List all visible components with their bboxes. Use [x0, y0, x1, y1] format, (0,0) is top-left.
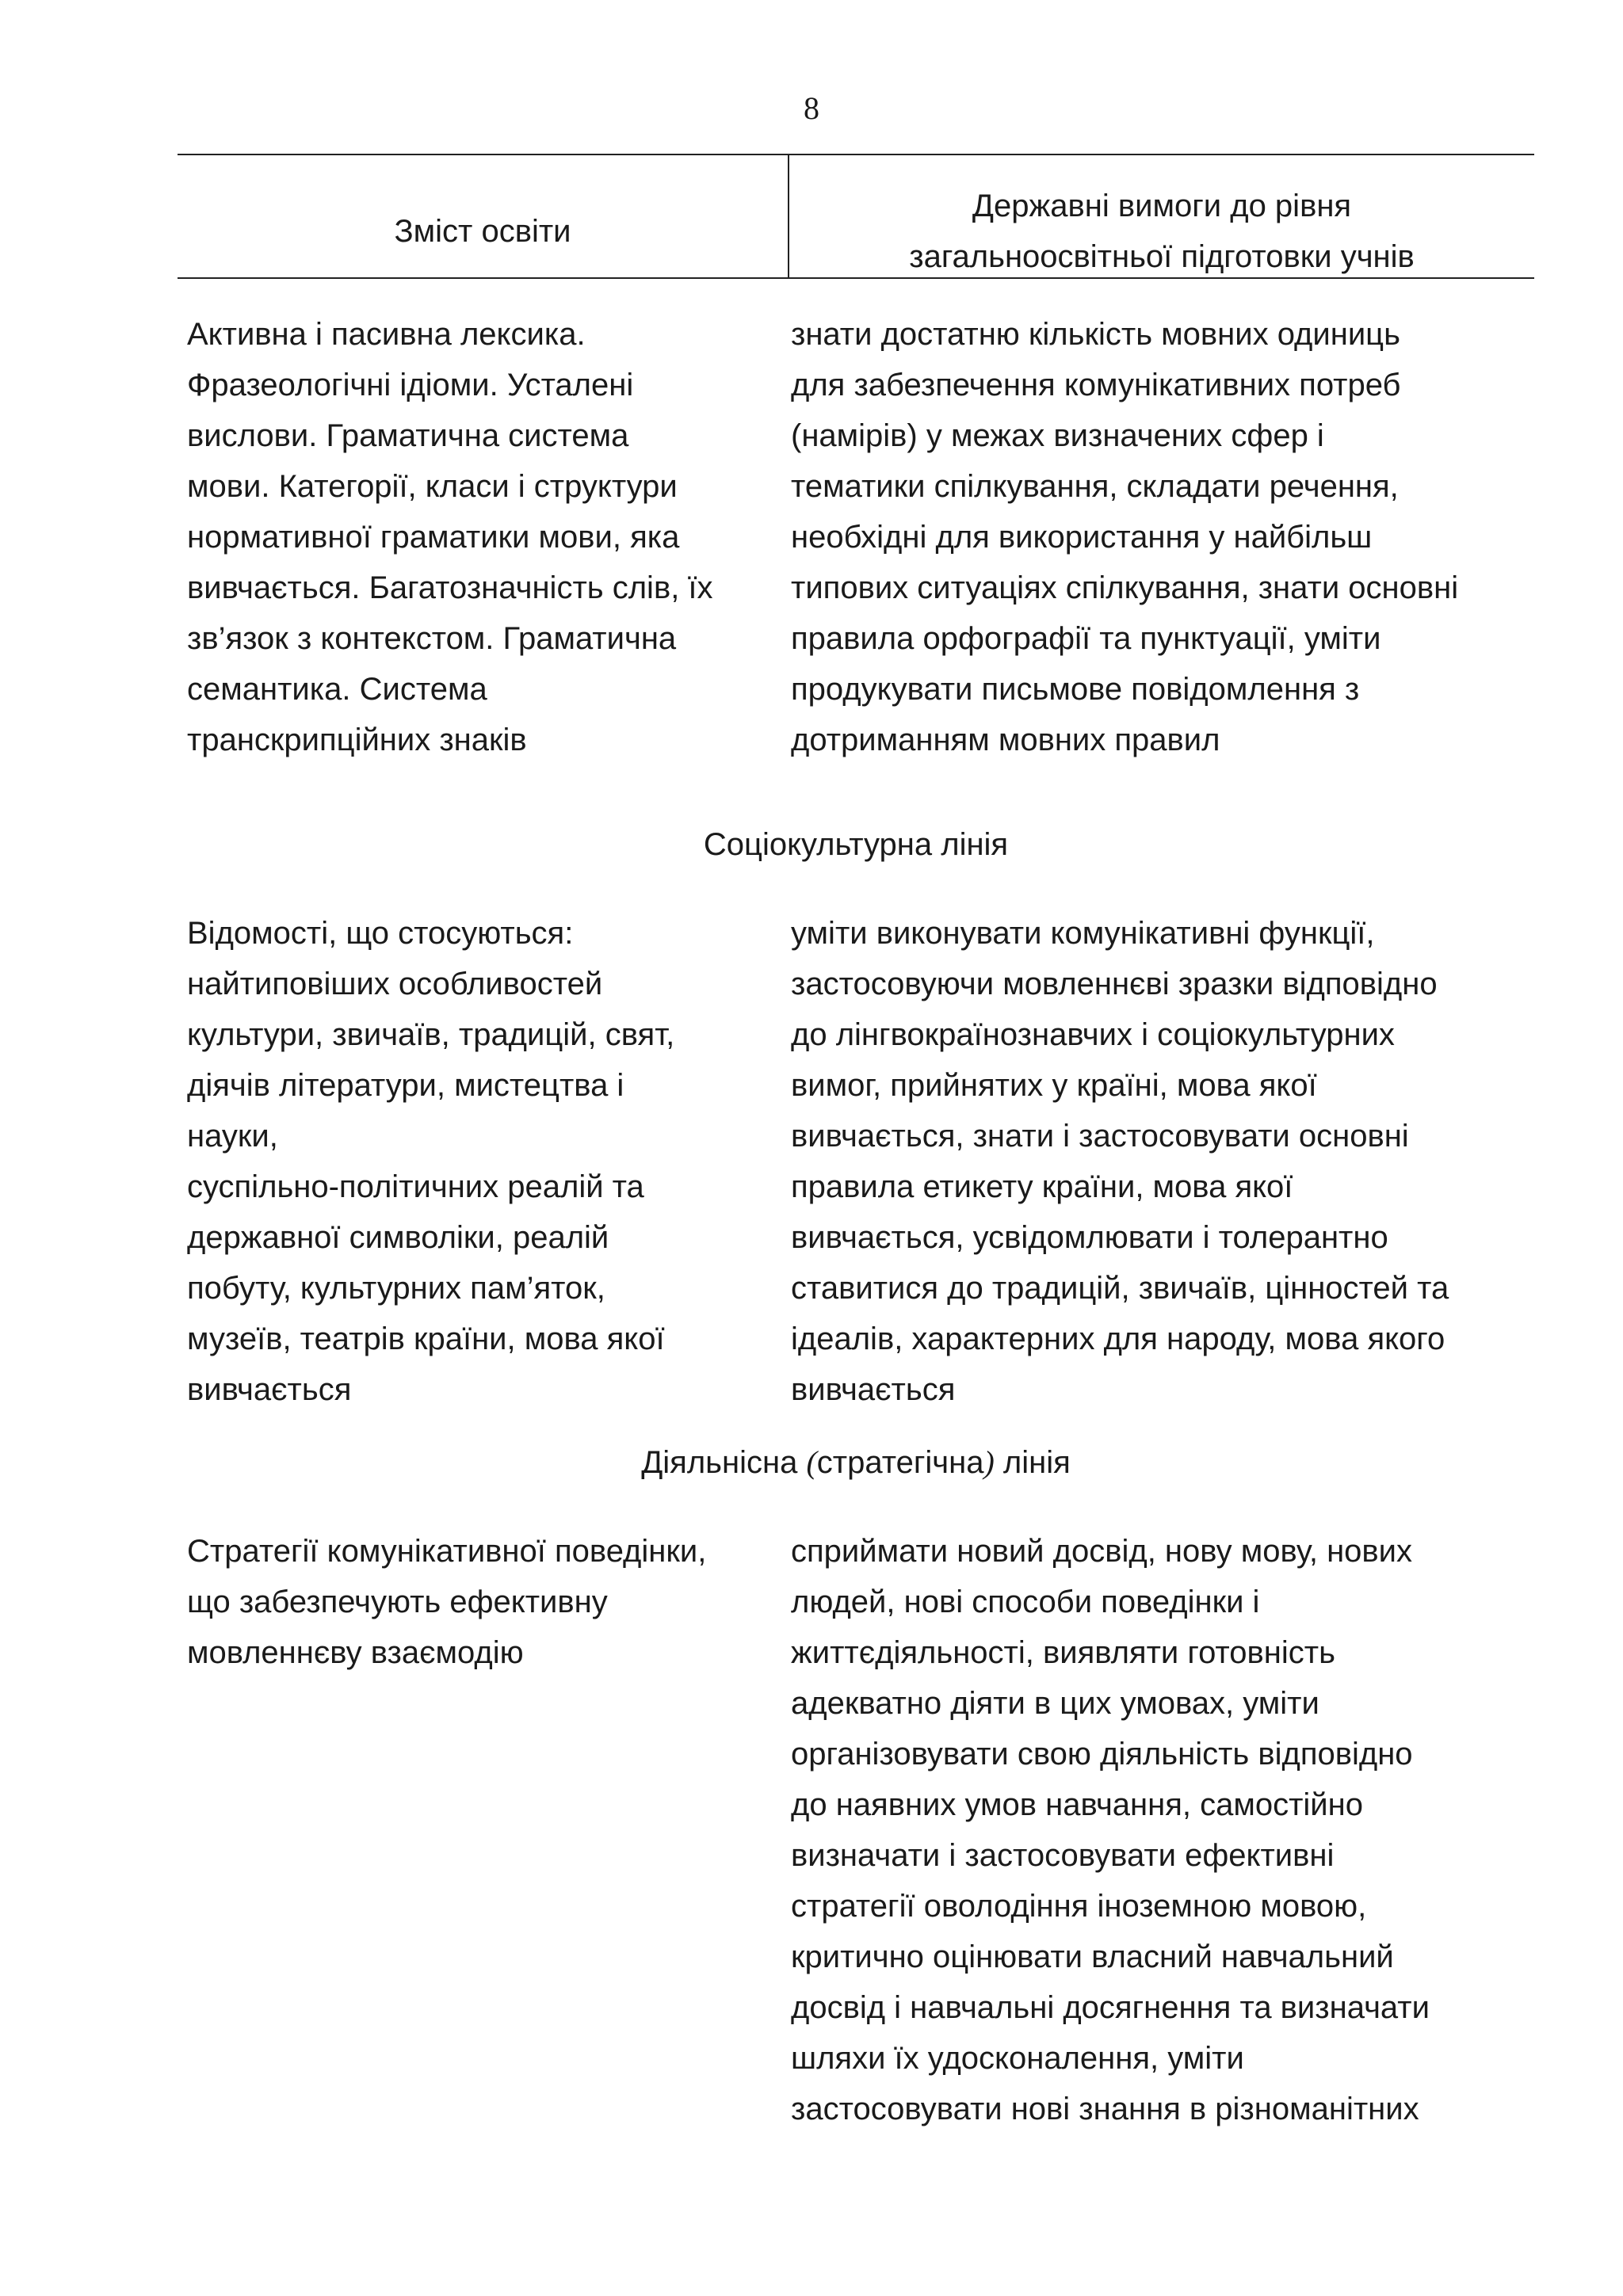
- text-line: застосовуючи мовленнєві зразки відповідно: [791, 967, 1438, 1001]
- text-line: музеїв, театрів країни, мова якої: [187, 1322, 665, 1356]
- text-line: науки,: [187, 1119, 278, 1154]
- text-line: Фразеологічні ідіоми. Усталені: [187, 368, 634, 402]
- text-line: ставитися до традицій, звичаїв, цінностей та: [791, 1271, 1449, 1306]
- text-line: побуту, культурних пам’яток,: [187, 1271, 605, 1306]
- block1-right-cell: [791, 309, 1458, 765]
- text-line: тематики спілкування, складати речення,: [791, 469, 1399, 504]
- text-line: знати достатню кількість мовних одиниць: [791, 317, 1400, 352]
- text-line: Відомості, що стосуються:: [187, 916, 574, 951]
- text-line: мови. Категорії, класи і структури: [187, 469, 678, 504]
- text-line: життєдіяльності, виявляти готовність: [791, 1635, 1335, 1670]
- text-line: критично оцінювати власний навчальний: [791, 1939, 1394, 1974]
- block3-left-cell: [187, 1526, 706, 1678]
- text-line: суспільно-політичних реалій та: [187, 1169, 644, 1204]
- text-line: (намірів) у межах визначених сфер і: [791, 418, 1324, 453]
- section-heading-sociocultural: Соціокультурна лінія: [703, 827, 1009, 862]
- text-line: людей, нові способи поведінки і: [791, 1585, 1260, 1619]
- text-line: культури, звичаїв, традицій, свят,: [187, 1017, 675, 1052]
- section-heading-strategic: [178, 1437, 1534, 1488]
- text-line: визначати і застосовувати ефективні: [791, 1838, 1335, 1873]
- header-col-requirements: [789, 181, 1534, 282]
- text-line: правила етикету країни, мова якої: [791, 1169, 1293, 1204]
- page-number: 8: [804, 90, 819, 126]
- text-line: вивчається, усвідомлювати і толерантно: [791, 1220, 1388, 1255]
- text-line: уміти виконувати комунікативні функції,: [791, 916, 1375, 951]
- text-line: застосовувати нові знання в різноманітних: [791, 2092, 1419, 2126]
- block2-left-cell: [187, 908, 674, 1415]
- text-line: вивчається. Багатозначність слів, їх: [187, 570, 713, 605]
- section3-paren-open: (: [806, 1444, 817, 1480]
- text-line: Активна і пасивна лексика.: [187, 317, 586, 352]
- text-line: державної символіки, реалій: [187, 1220, 609, 1255]
- text-line: вивчається, знати і застосовувати основні: [791, 1119, 1409, 1154]
- section3-text-1: Діяльнісна: [641, 1445, 807, 1480]
- text-line: організовувати свою діяльність відповідно: [791, 1737, 1413, 1772]
- text-line: до лінгвокраїнознавчих і соціокультурних: [791, 1017, 1395, 1052]
- block1-left-cell: [187, 309, 713, 765]
- text-line: досвід і навчальні досягнення та визначати: [791, 1990, 1430, 2025]
- text-line: нормативної граматики мови, яка: [187, 520, 680, 555]
- text-line: дотриманням мовних правил: [791, 723, 1220, 757]
- text-line: семантика. Система: [187, 672, 487, 707]
- text-line: сприймати новий досвід, нову мову, нових: [791, 1534, 1413, 1569]
- header-col-requirements-line2: загальноосвітньої підготовки учнів: [909, 239, 1415, 274]
- header-col-requirements-line1: Державні вимоги до рівня: [972, 189, 1352, 223]
- text-line: мовленнєву взаємодію: [187, 1635, 524, 1670]
- text-line: що забезпечують ефективну: [187, 1585, 608, 1619]
- text-line: Стратегії комунікативної поведінки,: [187, 1534, 707, 1569]
- text-line: вивчається: [187, 1372, 352, 1407]
- section3-text-3: лінія: [994, 1445, 1071, 1480]
- text-line: правила орфографії та пунктуації, уміти: [791, 621, 1381, 656]
- text-line: найтиповіших особливостей: [187, 967, 603, 1001]
- text-line: типових ситуаціях спілкування, знати основні: [791, 570, 1459, 605]
- section3-paren-close: ): [983, 1444, 995, 1480]
- block2-right-cell: [791, 908, 1449, 1415]
- text-line: стратегії оволодіння іноземною мовою,: [791, 1889, 1367, 1924]
- text-line: адекватно діяти в цих умовах, уміти: [791, 1686, 1319, 1721]
- section3-text-2: стратегічна: [816, 1445, 984, 1480]
- text-line: зв’язок з контекстом. Граматична: [187, 621, 677, 656]
- text-line: до наявних умов навчання, самостійно: [791, 1787, 1363, 1822]
- text-line: вимог, прийнятих у країні, мова якої: [791, 1068, 1317, 1103]
- text-line: для забезпечення комунікативних потреб: [791, 368, 1401, 402]
- text-line: діячів літератури, мистецтва і: [187, 1068, 624, 1103]
- text-line: вислови. Граматична система: [187, 418, 629, 453]
- text-line: ідеалів, характерних для народу, мова якого: [791, 1322, 1445, 1356]
- text-line: шляхи їх удосконалення, уміти: [791, 2041, 1244, 2076]
- text-line: вивчається: [791, 1372, 956, 1407]
- text-line: транскрипційних знаків: [187, 723, 527, 757]
- block3-right-cell: [791, 1526, 1430, 2134]
- text-line: продукувати письмове повідомлення з: [791, 672, 1360, 707]
- header-top-rule: [178, 154, 1534, 155]
- header-col-content: Зміст освіти: [394, 214, 571, 249]
- text-line: необхідні для використання у найбільш: [791, 520, 1373, 555]
